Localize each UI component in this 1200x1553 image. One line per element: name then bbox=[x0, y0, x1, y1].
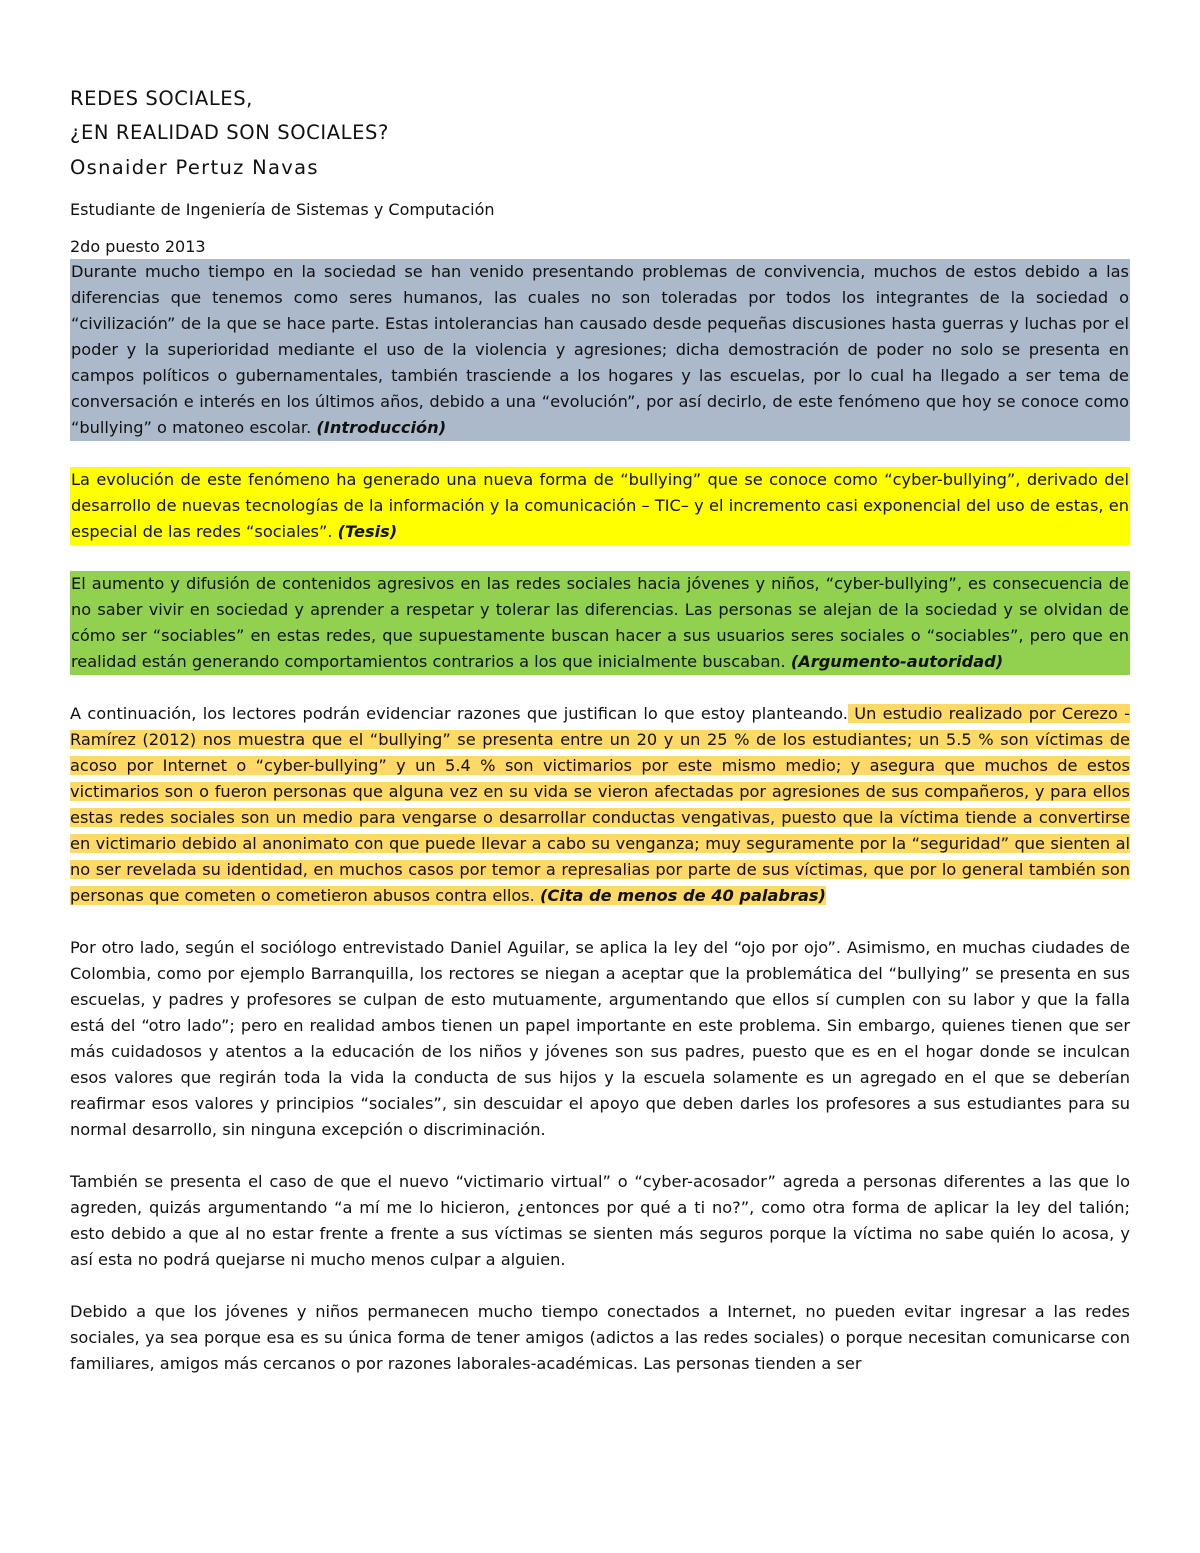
intro-text: Durante mucho tiempo en la sociedad se han venido presentando problemas de convivencia, muchos de estos debido a las diferencias que tenemos como seres humanos, las cuales no son toleradas por todos los integrantes de la sociedad o “civilización” de la que se hace parte. Estas intolerancias han causado desde pequeñas discusiones hasta guerras y luchas por el poder y la superioridad mediante el uso de la violencia y agresiones; dicha demostración de poder no solo se presenta en campos políticos o gubernamentales, también trasciende a los hogares y las escuelas, por lo cual ha llegado a ser tema de conversación e interés en los últimos años, debido a una “evolución”, por así decirlo, de este fenómeno que hoy se conoce como “bullying” o matoneo escolar. bbox=[71, 262, 1129, 437]
title-line-1: REDES SOCIALES, bbox=[70, 87, 253, 110]
paragraph-6: También se presenta el caso de que el nuevo “victimario virtual” o “cyber-acosador” agreda a personas diferentes a las que lo agreden, quizás argumentando “a mí me lo hicieron, ¿entonces por qué a ti no?”, como otra forma de aplicar la ley del talión; esto debido a que al no estar frente a frente a sus víctimas se sienten más seguros porque la víctima no sabe quién lo acosa, y así esta no podrá quejarse ni mucho menos culpar a alguien. bbox=[70, 1172, 1130, 1269]
thesis-text: La evolución de este fenómeno ha generado una nueva forma de “bullying” que se conoce como “cyber-bullying”, derivado del desarrollo de nuevas tecnologías de la información y la comunicación – TIC– y el incremento casi exponencial del uso de estas, en especial de las redes “sociales”. bbox=[71, 470, 1129, 541]
thesis-tag: (Tesis) bbox=[337, 522, 398, 541]
cita-lead: A continuación, los lectores podrán evidenciar razones que justifican lo que estoy planteando. bbox=[70, 704, 848, 723]
author-name: Osnaider Pertuz Navas bbox=[70, 156, 319, 179]
paragraph-5: Por otro lado, según el sociólogo entrevistado Daniel Aguilar, se aplica la ley del “ojo por ojo”. Asimismo, en muchas ciudades de Colombia, como por ejemplo Barranquilla, los rectores se niegan a aceptar que la problemática del “bullying” se presenta en sus escuelas, y padres y profesores se culpan de esto mutuamente, argumentando que ellos sí cumplen con su labor y que la falla está del “otro lado”; pero en realidad ambos tienen un papel importante en este problema. Sin embargo, quienes tienen que ser más cuidadosos y atentos a la educación de los niños y jóvenes son sus padres, puesto que es en el hogar donde se inculcan esos valores que regirán toda la vida la conducta de sus hijos y la escuela solamente es un agregado en el que se deberían reafirmar esos valores y principios “sociales”, sin descuidar el apoyo que deben darles los profesores a sus estudiantes para su normal desarrollo, sin ninguna excepción o discriminación. bbox=[70, 938, 1130, 1139]
argument-text: El aumento y difusión de contenidos agresivos en las redes sociales hacia jóvenes y niños, “cyber-bullying”, es consecuencia de no saber vivir en sociedad y aprender a respetar y tolerar las diferencias. Las personas se alejan de la sociedad y se olvidan de cómo ser “sociables” en estas redes, que supuestamente buscan hacer a sus usuarios seres sociales o “sociables”, pero que en realidad están generando comportamientos contrarios a los que inicialmente buscaban. bbox=[71, 574, 1129, 671]
argument-tag: (Argumento-autoridad) bbox=[790, 652, 1004, 671]
author-affiliation: Estudiante de Ingeniería de Sistemas y Computación bbox=[70, 200, 495, 219]
document-content bbox=[70, 82, 1130, 1377]
title-line-2: ¿EN REALIDAD SON SOCIALES? bbox=[70, 121, 389, 144]
cita-text: Un estudio realizado por Cerezo - Ramírez (2012) nos muestra que el “bullying” se presenta entre un 20 y un 25 % de los estudiantes; un 5.5 % son víctimas de acoso por Internet o “cyber-bullying” y un 5.4 % son victimarios por este mismo medio; y asegura que muchos de estos victimarios son o fueron personas que alguna vez en su vida se vieron afectadas por agresiones de sus compañeros, y para ellos estas redes sociales son un medio para vengarse o desarrollar conductas vengativas, puesto que la víctima tiende a convertirse en victimario debido al anonimato con que puede llevar a cabo su venganza; muy seguramente por la “seguridad” que sienten al no ser revelada su identidad, en muchos casos por temor a represalias por parte de sus víctimas, que por lo general también son personas que cometen o cometieron abusos contra ellos. bbox=[70, 704, 1130, 905]
award-note: 2do puesto 2013 bbox=[70, 237, 206, 256]
cita-tag: (Cita de menos de 40 palabras) bbox=[539, 886, 826, 905]
intro-tag: (Introducción) bbox=[316, 418, 447, 437]
argument-paragraph bbox=[70, 571, 1130, 675]
paragraph-7: Debido a que los jóvenes y niños permanecen mucho tiempo conectados a Internet, no pueden evitar ingresar a las redes sociales, ya sea porque esa es su única forma de tener amigos (adictos a las redes sociales) o porque necesitan comunicarse con familiares, amigos más cercanos o por razones laborales-académicas. Las personas tienden a ser bbox=[70, 1302, 1130, 1373]
thesis-paragraph bbox=[70, 467, 1130, 545]
intro-paragraph bbox=[70, 259, 1130, 441]
cita-paragraph bbox=[70, 701, 1130, 909]
